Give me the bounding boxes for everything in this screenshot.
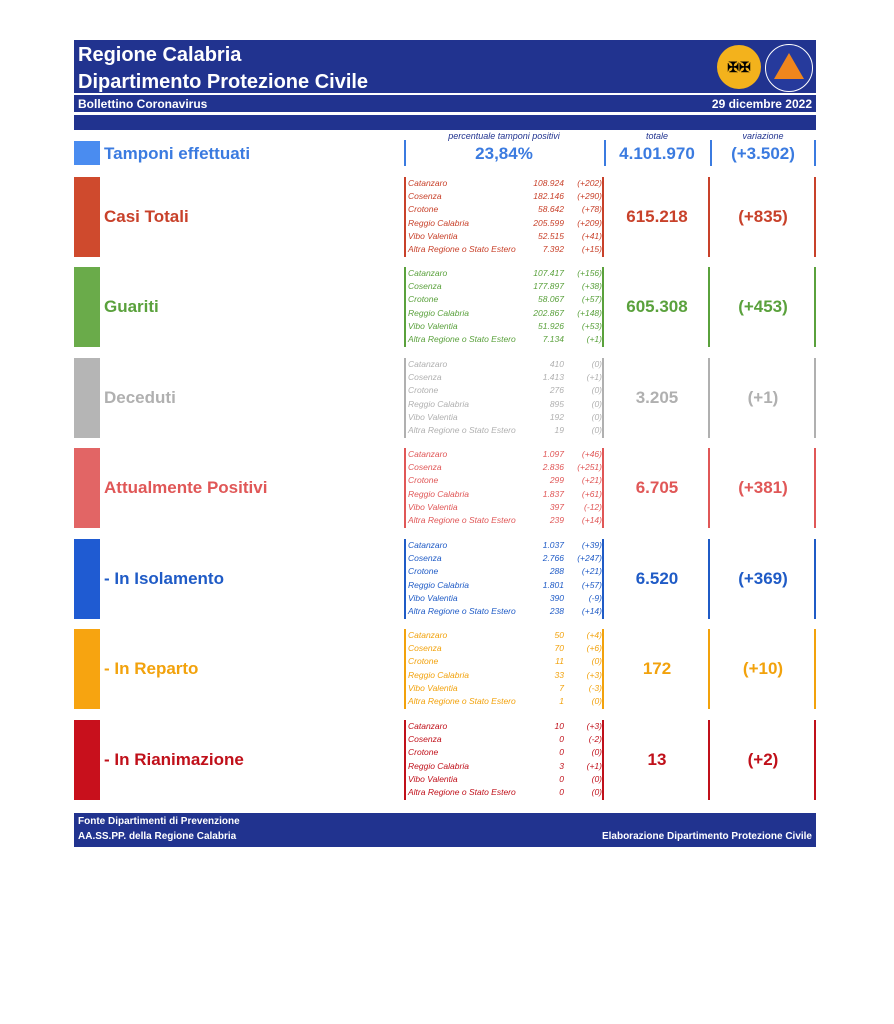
province-name: Vibo Valentia (408, 320, 458, 331)
province-row (408, 385, 602, 398)
province-value: 1.801 (542, 579, 564, 590)
province-value: 1.037 (542, 540, 564, 550)
province-row (408, 334, 602, 347)
province-row (408, 734, 602, 747)
section-guariti (74, 267, 816, 347)
province-name: Reggio Calabria (408, 217, 469, 228)
province-row (408, 218, 602, 231)
province-name: Cosenza (408, 462, 442, 473)
province-name: Reggio Calabria (408, 488, 469, 499)
section-separator (814, 720, 816, 800)
section-separator (814, 177, 816, 257)
tamponi-separator (814, 140, 816, 166)
province-row (408, 643, 602, 656)
province-row (408, 191, 602, 204)
province-value: 33 (554, 669, 564, 680)
province-value: 390 (549, 592, 564, 603)
province-row (408, 670, 602, 683)
province-change: (+3) (586, 721, 602, 731)
province-name: Cosenza (408, 372, 442, 383)
section-positivi (74, 448, 816, 528)
province-row (408, 721, 602, 734)
province-row (408, 359, 602, 372)
province-change: (+251) (577, 462, 602, 473)
province-value: 50 (554, 630, 564, 640)
province-change: (+14) (581, 514, 602, 525)
section-total: 172 (642, 659, 672, 678)
province-change: (+3) (586, 669, 602, 680)
province-row (408, 231, 602, 244)
province-row (408, 593, 602, 606)
tamponi-label: Tamponi effettuati (104, 144, 251, 163)
province-value: 288 (549, 566, 564, 577)
section-separator (404, 539, 406, 619)
section-reparto (74, 629, 816, 709)
province-row (408, 244, 602, 257)
province-value: 2.766 (542, 553, 564, 564)
province-table (408, 449, 602, 528)
province-change: (+247) (577, 553, 602, 564)
province-table (408, 178, 602, 257)
province-name: Catanzaro (408, 540, 448, 550)
province-change: (-2) (588, 734, 602, 745)
province-name: Crotone (408, 475, 439, 486)
province-row (408, 178, 602, 191)
section-total: 605.308 (626, 297, 688, 316)
province-row (408, 475, 602, 488)
province-value: 70 (554, 643, 564, 654)
province-row (408, 540, 602, 553)
province-value: 107.417 (533, 268, 564, 278)
section-color-bar (74, 358, 100, 438)
province-row (408, 281, 602, 294)
section-change: (+453) (738, 297, 788, 316)
province-row (408, 449, 602, 462)
province-row (408, 462, 602, 475)
province-name: Crotone (408, 566, 439, 577)
section-title: Guariti (104, 297, 159, 316)
province-change: (0) (591, 747, 602, 758)
province-table (408, 721, 602, 800)
province-name: Vibo Valentia (408, 501, 458, 512)
section-color-bar (74, 448, 100, 528)
bulletin-sheet (74, 40, 816, 842)
province-change: (+41) (581, 230, 602, 241)
province-change: (+39) (581, 540, 602, 550)
province-table (408, 630, 602, 709)
province-change: (+38) (581, 281, 602, 292)
province-name: Vibo Valentia (408, 411, 458, 422)
section-title: - In Rianimazione (104, 750, 244, 769)
region-title: Regione Calabria (78, 44, 242, 66)
province-value: 1 (559, 695, 564, 706)
province-change: (+61) (581, 488, 602, 499)
province-value: 238 (549, 605, 564, 616)
province-row (408, 553, 602, 566)
province-value: 51.926 (538, 320, 564, 331)
province-row (408, 761, 602, 774)
section-rianimazione (74, 720, 816, 800)
province-value: 0 (559, 773, 564, 784)
province-row (408, 656, 602, 669)
province-row (408, 787, 602, 800)
province-row (408, 268, 602, 281)
province-change: (-12) (584, 501, 602, 512)
section-total: 3.205 (635, 388, 679, 407)
province-value: 0 (559, 786, 564, 797)
province-value: 410 (549, 359, 564, 369)
province-value: 11 (555, 656, 564, 667)
section-separator (404, 358, 406, 438)
header-divider (74, 93, 816, 95)
civil-protection-logo (765, 44, 813, 92)
province-value: 895 (549, 398, 564, 409)
section-separator (404, 720, 406, 800)
province-change: (0) (591, 385, 602, 396)
section-color-bar (74, 720, 100, 800)
province-name: Crotone (408, 385, 439, 396)
province-name: Reggio Calabria (408, 669, 469, 680)
section-total: 615.218 (626, 207, 688, 226)
province-change: (+1) (586, 760, 602, 771)
province-name: Crotone (408, 204, 439, 215)
province-name: Altra Regione o Stato Estero (408, 605, 516, 616)
province-row (408, 425, 602, 438)
province-name: Vibo Valentia (408, 592, 458, 603)
province-value: 19 (554, 424, 564, 435)
department-title: Dipartimento Protezione Civile (78, 71, 369, 93)
section-title: - In Isolamento (104, 569, 224, 588)
province-change: (+6) (586, 643, 602, 654)
province-name: Cosenza (408, 643, 442, 654)
province-name: Crotone (408, 656, 439, 667)
province-name: Catanzaro (408, 178, 448, 188)
province-row (408, 204, 602, 217)
province-value: 177.897 (533, 281, 564, 292)
province-row (408, 774, 602, 787)
province-value: 2.836 (542, 462, 564, 473)
province-name: Altra Regione o Stato Estero (408, 786, 516, 797)
province-value: 58.642 (538, 204, 564, 215)
tamponi-color-bar (74, 141, 100, 165)
province-change: (+4) (586, 630, 602, 640)
province-name: Altra Regione o Stato Estero (408, 243, 516, 254)
province-value: 182.146 (533, 191, 564, 202)
section-change: (+369) (738, 569, 788, 588)
province-value: 52.515 (538, 230, 564, 241)
tamponi-total: 4.101.970 (619, 144, 695, 163)
province-value: 10 (554, 721, 564, 731)
section-deceduti (74, 358, 816, 438)
section-separator (404, 177, 406, 257)
province-change: (+21) (581, 475, 602, 486)
province-change: (0) (591, 773, 602, 784)
section-change: (+381) (738, 478, 788, 497)
province-change: (+14) (581, 605, 602, 616)
section-separator (814, 267, 816, 347)
province-value: 1.837 (542, 488, 564, 499)
bulletin-subtitle: Bollettino Coronavirus (78, 97, 208, 111)
province-value: 58.067 (538, 294, 564, 305)
province-name: Catanzaro (408, 630, 448, 640)
province-row (408, 683, 602, 696)
footer-source: Fonte Dipartimenti di Prevenzione (78, 816, 240, 827)
section-change: (+1) (747, 388, 779, 407)
province-change: (0) (591, 411, 602, 422)
province-change: (+78) (581, 204, 602, 215)
province-change: (-3) (588, 682, 602, 693)
province-name: Reggio Calabria (408, 579, 469, 590)
province-value: 205.599 (533, 217, 564, 228)
province-value: 1.097 (542, 449, 564, 459)
province-change: (0) (591, 695, 602, 706)
section-isolamento (74, 539, 816, 619)
province-name: Crotone (408, 747, 439, 758)
section-change: (+2) (747, 750, 779, 769)
province-name: Cosenza (408, 553, 442, 564)
section-separator (404, 267, 406, 347)
section-total: 13 (647, 750, 667, 769)
section-separator (814, 539, 816, 619)
province-row (408, 515, 602, 528)
section-separator (404, 448, 406, 528)
footer-credit: Elaborazione Dipartimento Protezione Civile (601, 831, 812, 842)
province-value: 3 (559, 760, 564, 771)
province-change: (+57) (581, 294, 602, 305)
province-value: 0 (559, 734, 564, 745)
province-row (408, 580, 602, 593)
section-change: (+835) (738, 207, 788, 226)
section-separator (404, 629, 406, 709)
province-name: Catanzaro (408, 449, 448, 459)
province-change: (+53) (581, 320, 602, 331)
province-change: (0) (591, 398, 602, 409)
province-change: (+290) (577, 191, 602, 202)
section-total: 6.705 (635, 478, 679, 497)
section-separator (814, 358, 816, 438)
section-change: (+10) (742, 659, 784, 678)
province-name: Cosenza (408, 281, 442, 292)
province-name: Altra Regione o Stato Estero (408, 424, 516, 435)
province-change: (+1) (586, 333, 602, 344)
province-value: 7 (559, 682, 564, 693)
province-value: 7.134 (542, 333, 564, 344)
province-value: 192 (549, 411, 564, 422)
province-name: Vibo Valentia (408, 773, 458, 784)
bulletin-date: 29 dicembre 2022 (711, 97, 812, 111)
province-change: (+46) (581, 449, 602, 459)
province-change: (+156) (577, 268, 602, 278)
province-name: Reggio Calabria (408, 398, 469, 409)
province-change: (+1) (586, 372, 602, 383)
tamponi-change: (+3.502) (731, 144, 795, 163)
province-row (408, 566, 602, 579)
province-value: 0 (559, 747, 564, 758)
province-value: 1.413 (542, 372, 564, 383)
province-name: Vibo Valentia (408, 682, 458, 693)
footer-banner (74, 813, 816, 847)
province-value: 7.392 (542, 243, 564, 254)
province-name: Reggio Calabria (408, 760, 469, 771)
province-table (408, 359, 602, 438)
province-row (408, 399, 602, 412)
header-divider-bottom (74, 112, 816, 115)
section-title: Casi Totali (104, 207, 189, 226)
province-row (408, 294, 602, 307)
total-column-header: totale (645, 131, 669, 141)
province-change: (0) (591, 359, 602, 369)
section-separator (814, 448, 816, 528)
province-row (408, 321, 602, 334)
section-color-bar (74, 539, 100, 619)
province-table (408, 268, 602, 347)
section-casi (74, 177, 816, 257)
section-separator (814, 629, 816, 709)
province-value: 108.924 (533, 178, 564, 188)
province-change: (+148) (577, 307, 602, 318)
province-row (408, 606, 602, 619)
province-name: Catanzaro (408, 359, 448, 369)
province-name: Catanzaro (408, 721, 448, 731)
header-banner (74, 40, 816, 130)
province-name: Catanzaro (408, 268, 448, 278)
province-name: Cosenza (408, 734, 442, 745)
province-change: (0) (591, 424, 602, 435)
province-row (408, 747, 602, 760)
region-crest-logo: ✠✠ (717, 45, 761, 89)
province-row (408, 372, 602, 385)
footer-source-line2: AA.SS.PP. della Regione Calabria (78, 831, 237, 842)
section-total: 6.520 (635, 569, 679, 588)
section-color-bar (74, 267, 100, 347)
province-change: (+57) (581, 579, 602, 590)
tamponi-percent: 23,84% (475, 144, 533, 163)
province-name: Altra Regione o Stato Estero (408, 514, 516, 525)
province-change: (+202) (577, 178, 602, 188)
section-color-bar (74, 177, 100, 257)
change-column-header: variazione (742, 131, 784, 141)
province-name: Cosenza (408, 191, 442, 202)
province-row (408, 308, 602, 321)
section-title: Attualmente Positivi (104, 478, 268, 497)
province-name: Altra Regione o Stato Estero (408, 695, 516, 706)
section-title: Deceduti (104, 388, 176, 407)
province-value: 276 (549, 385, 564, 396)
province-row (408, 696, 602, 709)
section-title: - In Reparto (104, 659, 199, 678)
province-row (408, 489, 602, 502)
province-change: (0) (591, 786, 602, 797)
province-change: (+21) (581, 566, 602, 577)
province-value: 299 (549, 475, 564, 486)
province-name: Altra Regione o Stato Estero (408, 333, 516, 344)
province-row (408, 412, 602, 425)
province-row (408, 502, 602, 515)
province-change: (-9) (588, 592, 602, 603)
province-name: Reggio Calabria (408, 307, 469, 318)
percent-column-header: percentuale tamponi positivi (448, 131, 560, 141)
province-value: 239 (549, 514, 564, 525)
province-value: 202.867 (533, 307, 564, 318)
province-name: Vibo Valentia (408, 230, 458, 241)
section-color-bar (74, 629, 100, 709)
province-change: (+15) (581, 243, 602, 254)
province-value: 397 (549, 501, 564, 512)
province-change: (0) (591, 656, 602, 667)
province-table (408, 540, 602, 619)
province-row (408, 630, 602, 643)
province-name: Crotone (408, 294, 439, 305)
province-change: (+209) (577, 217, 602, 228)
